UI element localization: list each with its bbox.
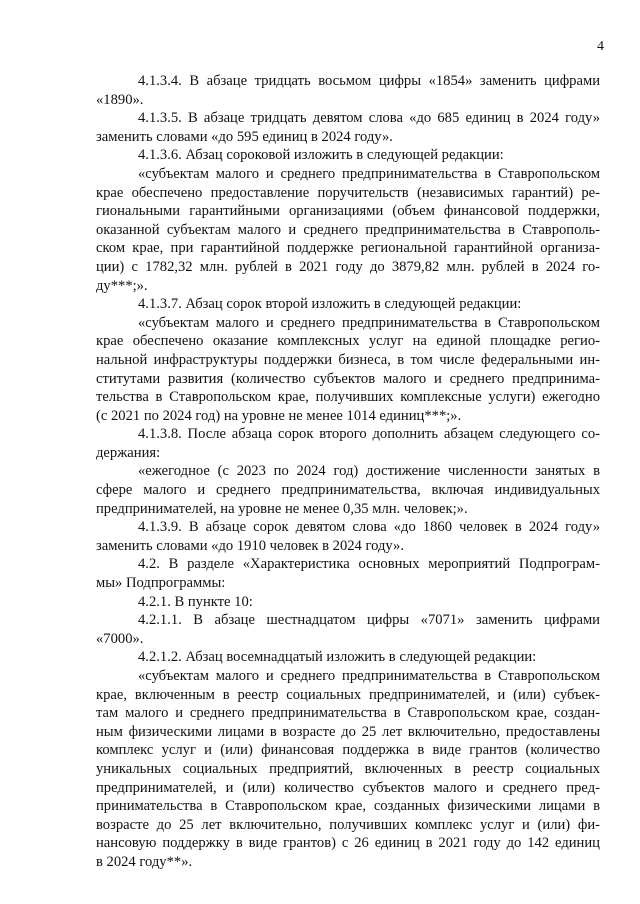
text-line: ском крае, при гарантийной поддержке региональной гарантийной организа- [96,240,600,257]
paragraph [96,425,600,462]
text-line: 4.1.3.7. Абзац сорок второй изложить в следующей редакции: [138,296,522,313]
paragraph [96,518,600,555]
text-line: мы» Подпрограммы: [96,575,226,592]
text-line: уникальных социальных предприятий, включенных в реестр социальных [96,760,600,777]
text-line: «субъектам малого и среднего предпринимательства в Ставропольском [138,668,600,684]
text-line: «субъектам малого и среднего предпринимательства в Ставропольском [138,165,600,182]
page-number: 4 [597,39,604,54]
text-line: «ежегодное (с 2023 по 2024 год) достижение численности занятых в [138,463,600,480]
text-line: комплекс услуг и (или) финансовая поддержка в виде грантов (количество [96,742,600,759]
text-line: заменить словами «до 595 единиц в 2024 году». [96,128,393,145]
text-line: ным физическими лицами в возрасте до 25 лет включительно, предоставлены [96,723,600,740]
paragraph [96,314,600,426]
text-line: 4.1.3.6. Абзац сороковой изложить в следующей редакции: [138,147,504,164]
text-line: крае обеспечено оказание комплексных услуг на единой площадке регио- [96,333,600,350]
text-line: 4.2. В разделе «Характеристика основных мероприятий Подпрограм- [138,556,600,573]
text-line: принимательства в Ставропольском крае, созданных физическими лицами в [96,798,600,815]
text-line: (с 2021 по 2024 год) на уровне не менее 1014 единиц***;». [96,407,462,424]
text-line: 4.2.1.2. Абзац восемнадцатый изложить в следующей редакции: [138,649,537,666]
paragraph [96,593,600,612]
text-line: оказанной субъектам малого и среднего предпринимательства в Ставрополь- [96,221,600,238]
text-line: сфере малого и среднего предпринимательства, включая индивидуальных [96,482,600,499]
paragraph [96,648,600,667]
text-line: 4.1.3.8. После абзаца сорок второго дополнить абзацем следующего со- [138,426,600,443]
text-line: нальной инфраструктуры поддержки бизнеса, в том числе федеральными ин- [96,351,600,368]
paragraph [96,555,600,592]
paragraph [96,109,600,146]
document-body [96,72,600,872]
text-line: держания: [96,444,161,461]
text-line: нансовую поддержку в виде грантов) с 26 единиц в 2021 году до 142 единиц [96,835,600,852]
paragraph [96,146,600,165]
text-line: 4.2.1. В пункте 10: [138,593,253,610]
text-line: 4.1.3.4. В абзаце тридцать восьмом цифры «1854» заменить цифрами [138,73,600,89]
text-line: гиональными гарантийными организациями (объем финансовой поддержки, [96,203,600,220]
paragraph [96,72,600,109]
text-line: предпринимателей, и (или) количество субъектов малого и среднего пред- [96,779,600,796]
text-line: в 2024 году**». [96,853,193,870]
paragraph [96,165,600,295]
text-line: тельства в Ставропольском крае, получивших комплексные услуги) ежегодно [96,389,600,406]
paragraph [96,667,600,872]
text-line: «субъектам малого и среднего предпринимательства в Ставропольском [138,314,600,331]
paragraph [96,295,600,314]
text-line: «7000». [96,630,144,647]
text-line: ститутами развития (количество субъектов малого и среднего предпринима- [96,370,600,387]
paragraph [96,611,600,648]
text-line: возрасте до 25 лет включительно, получивших комплекс услуг и (или) фи- [96,816,600,833]
text-line: 4.1.3.9. В абзаце сорок девятом слова «до 1860 человек в 2024 году» [138,519,600,536]
text-line: 4.1.3.5. В абзаце тридцать девятом слова «до 685 единиц в 2024 году» [138,110,600,127]
text-line: «1890». [96,91,144,108]
text-line: крае, включенным в реестр социальных предпринимателей, и (или) субъек- [96,686,600,703]
text-line: ду***;». [96,277,148,294]
paragraph [96,462,600,518]
text-line: предпринимателей, на уровне не менее 0,35 млн. человек;». [96,500,468,517]
text-line: крае обеспечено предоставление поручительств (независимых гарантий) ре- [96,184,600,201]
text-line: заменить словами «до 1910 человек в 2024 году». [96,537,405,554]
text-line: ции) с 1782,32 млн. рублей в 2021 году до 3879,82 млн. рублей в 2024 го- [96,258,600,275]
text-line: 4.2.1.1. В абзаце шестнадцатом цифры «7071» заменить цифрами [138,612,600,629]
text-line: там малого и среднего предпринимательства в Ставропольском крае, создан- [96,705,600,722]
